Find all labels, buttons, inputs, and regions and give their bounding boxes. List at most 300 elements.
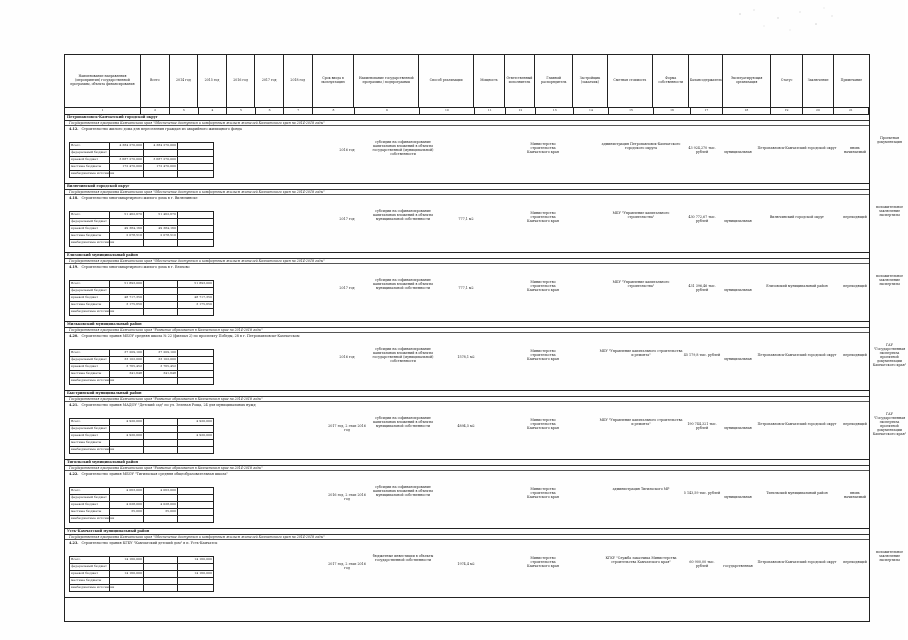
ownership-form: муниципальная bbox=[724, 357, 752, 361]
implementation-mode: субсидии на софинансирование капитальных вложений в объекты муниципальной собственности bbox=[373, 209, 433, 221]
commissioning-term: 2017 год, 2 этап 2016 год bbox=[328, 424, 366, 432]
object-name bbox=[69, 403, 329, 407]
commissioning-term: 2016 год, 2 этап 2016 год bbox=[328, 493, 366, 501]
header-cell: Мощность bbox=[474, 55, 504, 107]
column-number: 2 bbox=[141, 108, 170, 114]
header-cell: 2014 год bbox=[170, 55, 199, 107]
responsible-executor: Министерство строительства Камчатского края bbox=[527, 280, 559, 292]
financing-row bbox=[70, 212, 214, 219]
object-status: вновь начинаемый bbox=[843, 146, 867, 154]
financing-cell bbox=[144, 240, 178, 246]
financing-cell: 4 920,000 bbox=[110, 419, 144, 425]
financing-cell bbox=[110, 578, 144, 584]
financing-cell: 4 920,000 bbox=[178, 433, 214, 439]
financing-cell bbox=[110, 240, 144, 246]
financing-cell bbox=[178, 516, 214, 522]
financing-cell: федеральный бюджет bbox=[70, 219, 110, 225]
column-number: 13 bbox=[536, 108, 574, 114]
column-number: 17 bbox=[691, 108, 723, 114]
financing-cell: краевой бюджет bbox=[70, 433, 110, 439]
header-cell: Способ реализации bbox=[419, 55, 474, 107]
financing-row bbox=[70, 516, 214, 523]
column-number: 19 bbox=[771, 108, 803, 114]
financing-cell: 4 384 270,000 bbox=[110, 143, 144, 149]
object-number: 4.19. bbox=[69, 265, 79, 269]
object-block bbox=[65, 471, 869, 529]
financing-cell: 4 384 270,000 bbox=[144, 143, 178, 149]
financing-cell: 14 160,000 bbox=[178, 571, 214, 577]
financing-cell bbox=[144, 302, 178, 308]
program-line: Государственная программа Камчатского края "Развитие образования в Камчатском крае на 2014-2018 годы" bbox=[65, 397, 869, 402]
balance-holder: Петропавловск-Камчатский городской округ bbox=[757, 146, 837, 150]
financing-row bbox=[70, 433, 214, 440]
responsible-executor: Министерство строительства Камчатского края bbox=[527, 556, 559, 568]
balance-holder: Петропавловск-Камчатский городской округ bbox=[757, 353, 837, 357]
header-cell: Застройщик (заказчик) bbox=[573, 55, 607, 107]
financing-cell: внебюджетные источники bbox=[71, 447, 115, 451]
scan-noise-mark bbox=[720, 4, 850, 38]
section-title: Вилючинский городской округ bbox=[65, 184, 869, 190]
financing-cell: 14 160,000 bbox=[178, 557, 214, 563]
financing-cell bbox=[178, 564, 214, 570]
financing-cell: 341,648 bbox=[110, 371, 144, 377]
financing-cell: 4 028,000 bbox=[110, 502, 144, 508]
financing-cell bbox=[110, 564, 144, 570]
financing-cell bbox=[178, 240, 214, 246]
financing-cell: 51 462,670 bbox=[144, 212, 178, 218]
financing-cell bbox=[110, 171, 144, 177]
financing-cell bbox=[110, 150, 144, 156]
financing-cell: 341,648 bbox=[144, 371, 178, 377]
header-cell: 2015 год bbox=[198, 55, 227, 107]
balance-holder: Тигильский муниципальный район bbox=[766, 491, 828, 495]
financing-cell bbox=[110, 440, 144, 446]
program-line: Государственная программа Камчатского края "Обеспечение доступным и комфортным жильем жителей Камчатского края на 2014-2018 годы" bbox=[65, 535, 869, 540]
column-number: 4 bbox=[199, 108, 228, 114]
column-number: 7 bbox=[284, 108, 313, 114]
program-line: Государственная программа Камчатского края "Развитие образования в Камчатском крае на 2014-2018 годы" bbox=[65, 466, 869, 471]
financing-cell: внебюджетные источники bbox=[71, 309, 115, 313]
financing-row bbox=[70, 447, 214, 454]
financing-cell bbox=[144, 150, 178, 156]
header-cell: Главный распорядитель bbox=[535, 55, 573, 107]
object-status: переходящий bbox=[843, 215, 867, 219]
balance-holder: Вилючинский городской округ bbox=[769, 215, 825, 219]
financing-cell: Всего bbox=[70, 350, 110, 356]
financing-cell: федеральный бюджет bbox=[70, 288, 110, 294]
column-number: 16 bbox=[654, 108, 690, 114]
financing-cell: Всего bbox=[70, 419, 110, 425]
commissioning-term: 2017 год, 2 этап 2016 год bbox=[328, 562, 366, 570]
financing-row bbox=[70, 502, 214, 509]
expert-conclusion: Проектная документация bbox=[877, 136, 902, 144]
object-title: Строительство многоквартирного жилого дома в г. Вилючинске bbox=[81, 196, 198, 200]
financing-row bbox=[70, 240, 214, 247]
financing-row bbox=[70, 219, 214, 226]
financing-cell: федеральный бюджет bbox=[70, 564, 110, 570]
financing-cell: 35,000 bbox=[110, 509, 144, 515]
financing-cell: внебюджетные источники bbox=[71, 585, 115, 589]
financing-cell bbox=[178, 509, 214, 515]
financing-cell bbox=[178, 426, 214, 432]
financing-cell bbox=[178, 585, 214, 591]
ownership-form: государственная bbox=[723, 564, 753, 568]
expert-conclusion: положительное заключение экспертизы bbox=[875, 550, 904, 562]
object-name bbox=[69, 541, 329, 545]
program-line: Государственная программа Камчатского края "Развитие образования в Камчатском крае на 2014-2018 годы" bbox=[65, 328, 869, 333]
financing-cell bbox=[144, 171, 178, 177]
financing-cell bbox=[110, 309, 144, 315]
financing-cell: местные бюджеты bbox=[70, 302, 110, 308]
commissioning-term: 2016 год bbox=[339, 355, 355, 359]
balance-holder: Елизовский муниципальный район bbox=[766, 284, 828, 288]
financing-cell: 37 209,100 bbox=[110, 350, 144, 356]
financing-cell: краевой бюджет bbox=[70, 571, 110, 577]
financing-row bbox=[70, 157, 214, 164]
financing-cell bbox=[144, 426, 178, 432]
financing-cell: 172 470,000 bbox=[110, 164, 144, 170]
financing-cell: 4 028,000 bbox=[144, 502, 178, 508]
financing-cell bbox=[178, 350, 214, 356]
expert-conclusion: ГАУ "Государственная экспертиза проектной документации Камчатского края" bbox=[872, 343, 907, 367]
column-number: 11 bbox=[475, 108, 506, 114]
commissioning-term: 2017 год bbox=[339, 286, 355, 290]
expert-conclusion bbox=[871, 481, 908, 525]
financing-row bbox=[70, 357, 214, 364]
header-cell: Эксплуатирующая организация bbox=[723, 55, 771, 107]
financing-cell bbox=[178, 288, 214, 294]
object-number: 4.22. bbox=[69, 472, 79, 476]
header-cell: Заключение bbox=[803, 55, 833, 107]
financing-cell: 4 920,000 bbox=[110, 433, 144, 439]
header-cell: Сметная стоимость bbox=[608, 55, 654, 107]
object-block bbox=[65, 264, 904, 322]
object-block bbox=[65, 402, 907, 460]
financing-cell bbox=[178, 364, 214, 370]
financing-cell: внебюджетные источники bbox=[71, 171, 115, 175]
financing-cell bbox=[178, 219, 214, 225]
financing-cell bbox=[178, 578, 214, 584]
column-number: 9 bbox=[355, 108, 420, 114]
financing-table bbox=[69, 487, 214, 523]
financing-cell: внебюджетные источники bbox=[71, 516, 115, 520]
column-number: 8 bbox=[313, 108, 355, 114]
financing-table bbox=[69, 556, 214, 592]
balance-holder: Петропавловск-Камчатский городской округ bbox=[757, 422, 837, 426]
implementation-mode: субсидии на софинансирование капитальных вложений в объекты государственной (муниципальной) собственности bbox=[372, 140, 434, 156]
capacity: 777,1 м2 bbox=[458, 286, 474, 290]
expert-conclusion: положительное заключение экспертизы bbox=[875, 205, 904, 217]
estimated-cost: 190 744,321 тыс. рублей bbox=[687, 422, 717, 430]
estimated-cost: 60 900,00 тыс. рублей bbox=[689, 560, 715, 568]
financing-cell: федеральный бюджет bbox=[70, 150, 110, 156]
financing-cell bbox=[178, 502, 214, 508]
object-number: 4.20. bbox=[69, 334, 79, 338]
financing-cell: 35,000 bbox=[144, 509, 178, 515]
financing-cell: 51 462,670 bbox=[110, 212, 144, 218]
financing-cell bbox=[144, 557, 178, 563]
sections-container bbox=[65, 115, 907, 598]
financing-cell: местные бюджеты bbox=[70, 578, 110, 584]
section-title: Усть-Камчатский муниципальный район bbox=[65, 529, 869, 535]
column-number: 1 bbox=[65, 108, 141, 114]
financing-row bbox=[70, 295, 214, 302]
financing-cell: 2 078,510 bbox=[144, 233, 178, 239]
program-line: Государственная программа Камчатского края "Обеспечение доступным и комфортным жильем жителей Камчатского края на 2014-2018 годы" bbox=[65, 259, 869, 264]
financing-cell bbox=[144, 433, 178, 439]
financing-cell: Всего bbox=[70, 281, 110, 287]
section-title: Петропавловск-Камчатский городской округ bbox=[65, 115, 869, 121]
financing-row bbox=[70, 364, 214, 371]
financing-cell bbox=[178, 164, 214, 170]
financing-cell bbox=[144, 288, 178, 294]
financing-cell bbox=[144, 495, 178, 501]
object-title: Строительство здания КГБУ "Камчатский детский дом" в п. Усть-Камчатск bbox=[81, 541, 218, 545]
financing-cell bbox=[178, 150, 214, 156]
financing-row bbox=[70, 578, 214, 585]
financing-cell bbox=[144, 219, 178, 225]
financing-cell bbox=[144, 281, 178, 287]
capacity: 777,1 м2 bbox=[458, 217, 474, 221]
table-header bbox=[65, 55, 869, 108]
ownership-form: муниципальная bbox=[724, 495, 752, 499]
financing-cell: 49 384,160 bbox=[144, 226, 178, 232]
financing-row bbox=[70, 488, 214, 495]
financing-cell bbox=[178, 447, 214, 453]
column-number: 21 bbox=[834, 108, 869, 114]
object-name bbox=[69, 127, 329, 131]
financing-cell bbox=[110, 585, 144, 591]
financing-row bbox=[70, 288, 214, 295]
object-number: 4.21. bbox=[69, 403, 79, 407]
header-cell: Срок ввода в эксплуатацию bbox=[313, 55, 355, 107]
header-cell: 2017 год bbox=[255, 55, 284, 107]
estimated-cost: 430 772,67 тыс. рублей bbox=[688, 215, 716, 223]
financing-cell bbox=[144, 447, 178, 453]
column-number: 12 bbox=[506, 108, 537, 114]
capacity: 1974,4 м2 bbox=[457, 562, 475, 566]
financing-cell: краевой бюджет bbox=[70, 157, 110, 163]
object-block bbox=[65, 540, 904, 598]
capacity: 1578,1 м2 bbox=[457, 355, 475, 359]
implementation-mode: субсидии на софинансирование капитальных вложений в объекты муниципальной собственности bbox=[373, 485, 433, 497]
developer: МБУ "Управление капитального строительства" bbox=[612, 211, 670, 219]
financing-row bbox=[70, 226, 214, 233]
object-status: переходящий bbox=[843, 560, 867, 564]
responsible-executor: Министерство строительства Камчатского края bbox=[527, 349, 559, 361]
header-cell: Наименование государственной программы / подпрограммы bbox=[354, 55, 419, 107]
header-cell: Примечание bbox=[840, 78, 863, 83]
object-block bbox=[65, 126, 902, 184]
object-title: Строительство жилого дома для переселения граждан из аварийного жилищного фонда bbox=[81, 127, 242, 131]
program-line: Государственная программа Камчатского края "Обеспечение доступным и комфортным жильем жителей Камчатского края на 2014-2018 годы" bbox=[65, 190, 869, 195]
header-cell: Ответственный исполнитель bbox=[505, 55, 535, 107]
implementation-mode: субсидии на софинансирование капитальных вложений в объекты муниципальной собственности bbox=[373, 416, 433, 428]
expert-conclusion: ГАУ "Государственная экспертиза проектной документации Камчатского края" bbox=[872, 412, 907, 436]
financing-row bbox=[70, 571, 214, 578]
financing-cell bbox=[178, 488, 214, 494]
financing-row bbox=[70, 302, 214, 309]
object-name bbox=[69, 334, 329, 338]
capacity bbox=[437, 148, 495, 160]
financing-row bbox=[70, 171, 214, 178]
financing-cell: местные бюджеты bbox=[70, 233, 110, 239]
financing-cell: 2 078,510 bbox=[110, 233, 144, 239]
section-title: Тигильский муниципальный район bbox=[65, 460, 869, 466]
financing-cell bbox=[178, 440, 214, 446]
object-title: Строительство здания МБОУ "Тигильская средняя общеобразовательная школа" bbox=[81, 472, 228, 476]
financing-cell: местные бюджеты bbox=[70, 371, 110, 377]
financing-row bbox=[70, 585, 214, 592]
financing-row bbox=[70, 557, 214, 564]
financing-cell bbox=[144, 309, 178, 315]
developer: МБУ "Управление капитального строительства и ремонта" bbox=[599, 349, 683, 357]
object-name bbox=[69, 472, 329, 476]
financing-cell: Всего bbox=[70, 143, 110, 149]
financing-cell bbox=[110, 219, 144, 225]
developer: администрация Петропавловск-Камчатского городского округа bbox=[601, 142, 681, 150]
object-title: Строительство многоквартирного жилого дома в г. Елизово bbox=[81, 265, 190, 269]
balance-holder: Петропавловск-Камчатский городской округ bbox=[757, 560, 837, 564]
financing-cell: 37 209,100 bbox=[144, 350, 178, 356]
object-number: 4.12. bbox=[69, 127, 79, 131]
responsible-executor: Министерство строительства Камчатского края bbox=[527, 487, 559, 499]
financing-cell bbox=[178, 495, 214, 501]
financing-cell bbox=[178, 212, 214, 218]
object-status: переходящий bbox=[843, 422, 867, 426]
object-number: 4.23. bbox=[69, 541, 79, 545]
ownership-form: муниципальная bbox=[724, 426, 752, 430]
column-number: 5 bbox=[227, 108, 256, 114]
financing-cell: 4 063,000 bbox=[110, 488, 144, 494]
object-status: переходящий bbox=[843, 284, 867, 288]
financing-cell: 4 920,000 bbox=[178, 419, 214, 425]
object-status: вновь начинаемый bbox=[843, 491, 867, 499]
financing-cell bbox=[178, 157, 214, 163]
implementation-mode: субсидии на софинансирование капитальных вложений в объекты муниципальной собственности bbox=[373, 278, 433, 290]
financing-cell: внебюджетные источники bbox=[71, 378, 115, 382]
financing-cell: федеральный бюджет bbox=[70, 495, 110, 501]
responsible-executor: Министерство строительства Камчатского края bbox=[527, 142, 559, 154]
financing-table bbox=[69, 211, 214, 247]
header-cell: Форма собственности bbox=[653, 55, 689, 107]
financing-cell bbox=[178, 371, 214, 377]
financing-cell: внебюджетные источники bbox=[71, 240, 115, 244]
financing-cell bbox=[178, 357, 214, 363]
financing-table bbox=[69, 142, 214, 178]
developer: КГКУ "Служба заказчика Министерства строительства Камчатского края" bbox=[605, 556, 677, 564]
financing-cell bbox=[110, 447, 144, 453]
column-number: 6 bbox=[256, 108, 285, 114]
financing-cell: 48 717,350 bbox=[178, 295, 214, 301]
financing-cell bbox=[110, 495, 144, 501]
financing-cell: федеральный бюджет bbox=[70, 357, 110, 363]
financing-cell bbox=[144, 578, 178, 584]
financing-cell: Всего bbox=[70, 488, 110, 494]
financing-row bbox=[70, 378, 214, 385]
section-title: Быстринский муниципальный район bbox=[65, 391, 869, 397]
financing-row bbox=[70, 150, 214, 157]
header-cell: Балансодержатель bbox=[689, 55, 723, 107]
financing-cell: 3 687 270,000 bbox=[144, 157, 178, 163]
financing-cell bbox=[144, 585, 178, 591]
financing-cell bbox=[144, 571, 178, 577]
financing-row bbox=[70, 426, 214, 433]
financing-cell: 51 893,000 bbox=[110, 281, 144, 287]
ownership-form: муниципальная bbox=[724, 150, 752, 154]
financing-cell: местные бюджеты bbox=[70, 164, 110, 170]
commissioning-term: 2017 год bbox=[339, 217, 355, 221]
financing-cell bbox=[144, 295, 178, 301]
financing-cell bbox=[144, 564, 178, 570]
financing-row bbox=[70, 440, 214, 447]
financing-cell: Всего bbox=[70, 212, 110, 218]
program-line: Государственная программа Камчатского края "Обеспечение доступным и комфортным жильем жителей Камчатского края на 2014-2018 годы" bbox=[65, 121, 869, 126]
implementation-mode: бюджетные инвестиции в объекты государственной собственности bbox=[372, 554, 434, 562]
column-number: 20 bbox=[803, 108, 834, 114]
financing-cell bbox=[144, 440, 178, 446]
developer: МБУ "Управление капитального строительства и ремонта" bbox=[599, 418, 683, 426]
estimated-cost: 5 143,59 тыс. рублей bbox=[683, 491, 721, 495]
ownership-form: муниципальная bbox=[724, 219, 752, 223]
object-block bbox=[65, 333, 907, 391]
column-number: 18 bbox=[723, 108, 771, 114]
financing-row bbox=[70, 350, 214, 357]
section-title: Мильковский муниципальный район bbox=[65, 322, 869, 328]
developer: администрация Тигильского МР bbox=[612, 487, 670, 491]
header-cell: Всего bbox=[141, 55, 170, 107]
expert-conclusion: положительное заключение экспертизы bbox=[875, 274, 904, 286]
financing-cell bbox=[178, 378, 214, 384]
financing-cell bbox=[110, 288, 144, 294]
implementation-mode: субсидии на софинансирование капитальных вложений в объекты государственной (муниципальной) собственности bbox=[372, 347, 434, 363]
object-block bbox=[65, 195, 904, 253]
financing-cell: 14 160,000 bbox=[110, 571, 144, 577]
financing-cell: краевой бюджет bbox=[70, 226, 110, 232]
financing-cell: 3 765,452 bbox=[110, 364, 144, 370]
financing-cell: 33 102,000 bbox=[144, 357, 178, 363]
financing-row bbox=[70, 509, 214, 516]
financing-cell: 3 175,650 bbox=[110, 302, 144, 308]
financing-cell: местные бюджеты bbox=[70, 509, 110, 515]
estimated-cost: 43 924,270 тыс. рублей bbox=[688, 146, 716, 154]
section-title: Елизовский муниципальный район bbox=[65, 253, 869, 259]
financing-row bbox=[70, 309, 214, 316]
column-number: 14 bbox=[574, 108, 608, 114]
capacity bbox=[437, 493, 495, 505]
object-title: Строительство здания МБОУ средняя школа № 22 (филиал 2) по проспекту Победы, 28 в г. Петропавловске-Камчатском bbox=[81, 334, 300, 338]
financing-cell: краевой бюджет bbox=[70, 364, 110, 370]
object-name bbox=[69, 196, 329, 200]
financing-cell bbox=[178, 233, 214, 239]
column-number: 15 bbox=[609, 108, 655, 114]
financing-cell: 33 102,000 bbox=[110, 357, 144, 363]
financing-row bbox=[70, 564, 214, 571]
header-cell: 2016 год bbox=[227, 55, 256, 107]
financing-table bbox=[69, 280, 214, 316]
financing-cell: местные бюджеты bbox=[70, 440, 110, 446]
responsible-executor: Министерство строительства Камчатского края bbox=[527, 211, 559, 223]
object-name bbox=[69, 265, 329, 269]
financing-row bbox=[70, 419, 214, 426]
column-number: 3 bbox=[170, 108, 199, 114]
header-cell: 2018 год bbox=[284, 55, 313, 107]
financing-row bbox=[70, 281, 214, 288]
financing-table bbox=[69, 349, 214, 385]
financing-cell bbox=[178, 143, 214, 149]
financing-row bbox=[70, 371, 214, 378]
financing-row bbox=[70, 495, 214, 502]
